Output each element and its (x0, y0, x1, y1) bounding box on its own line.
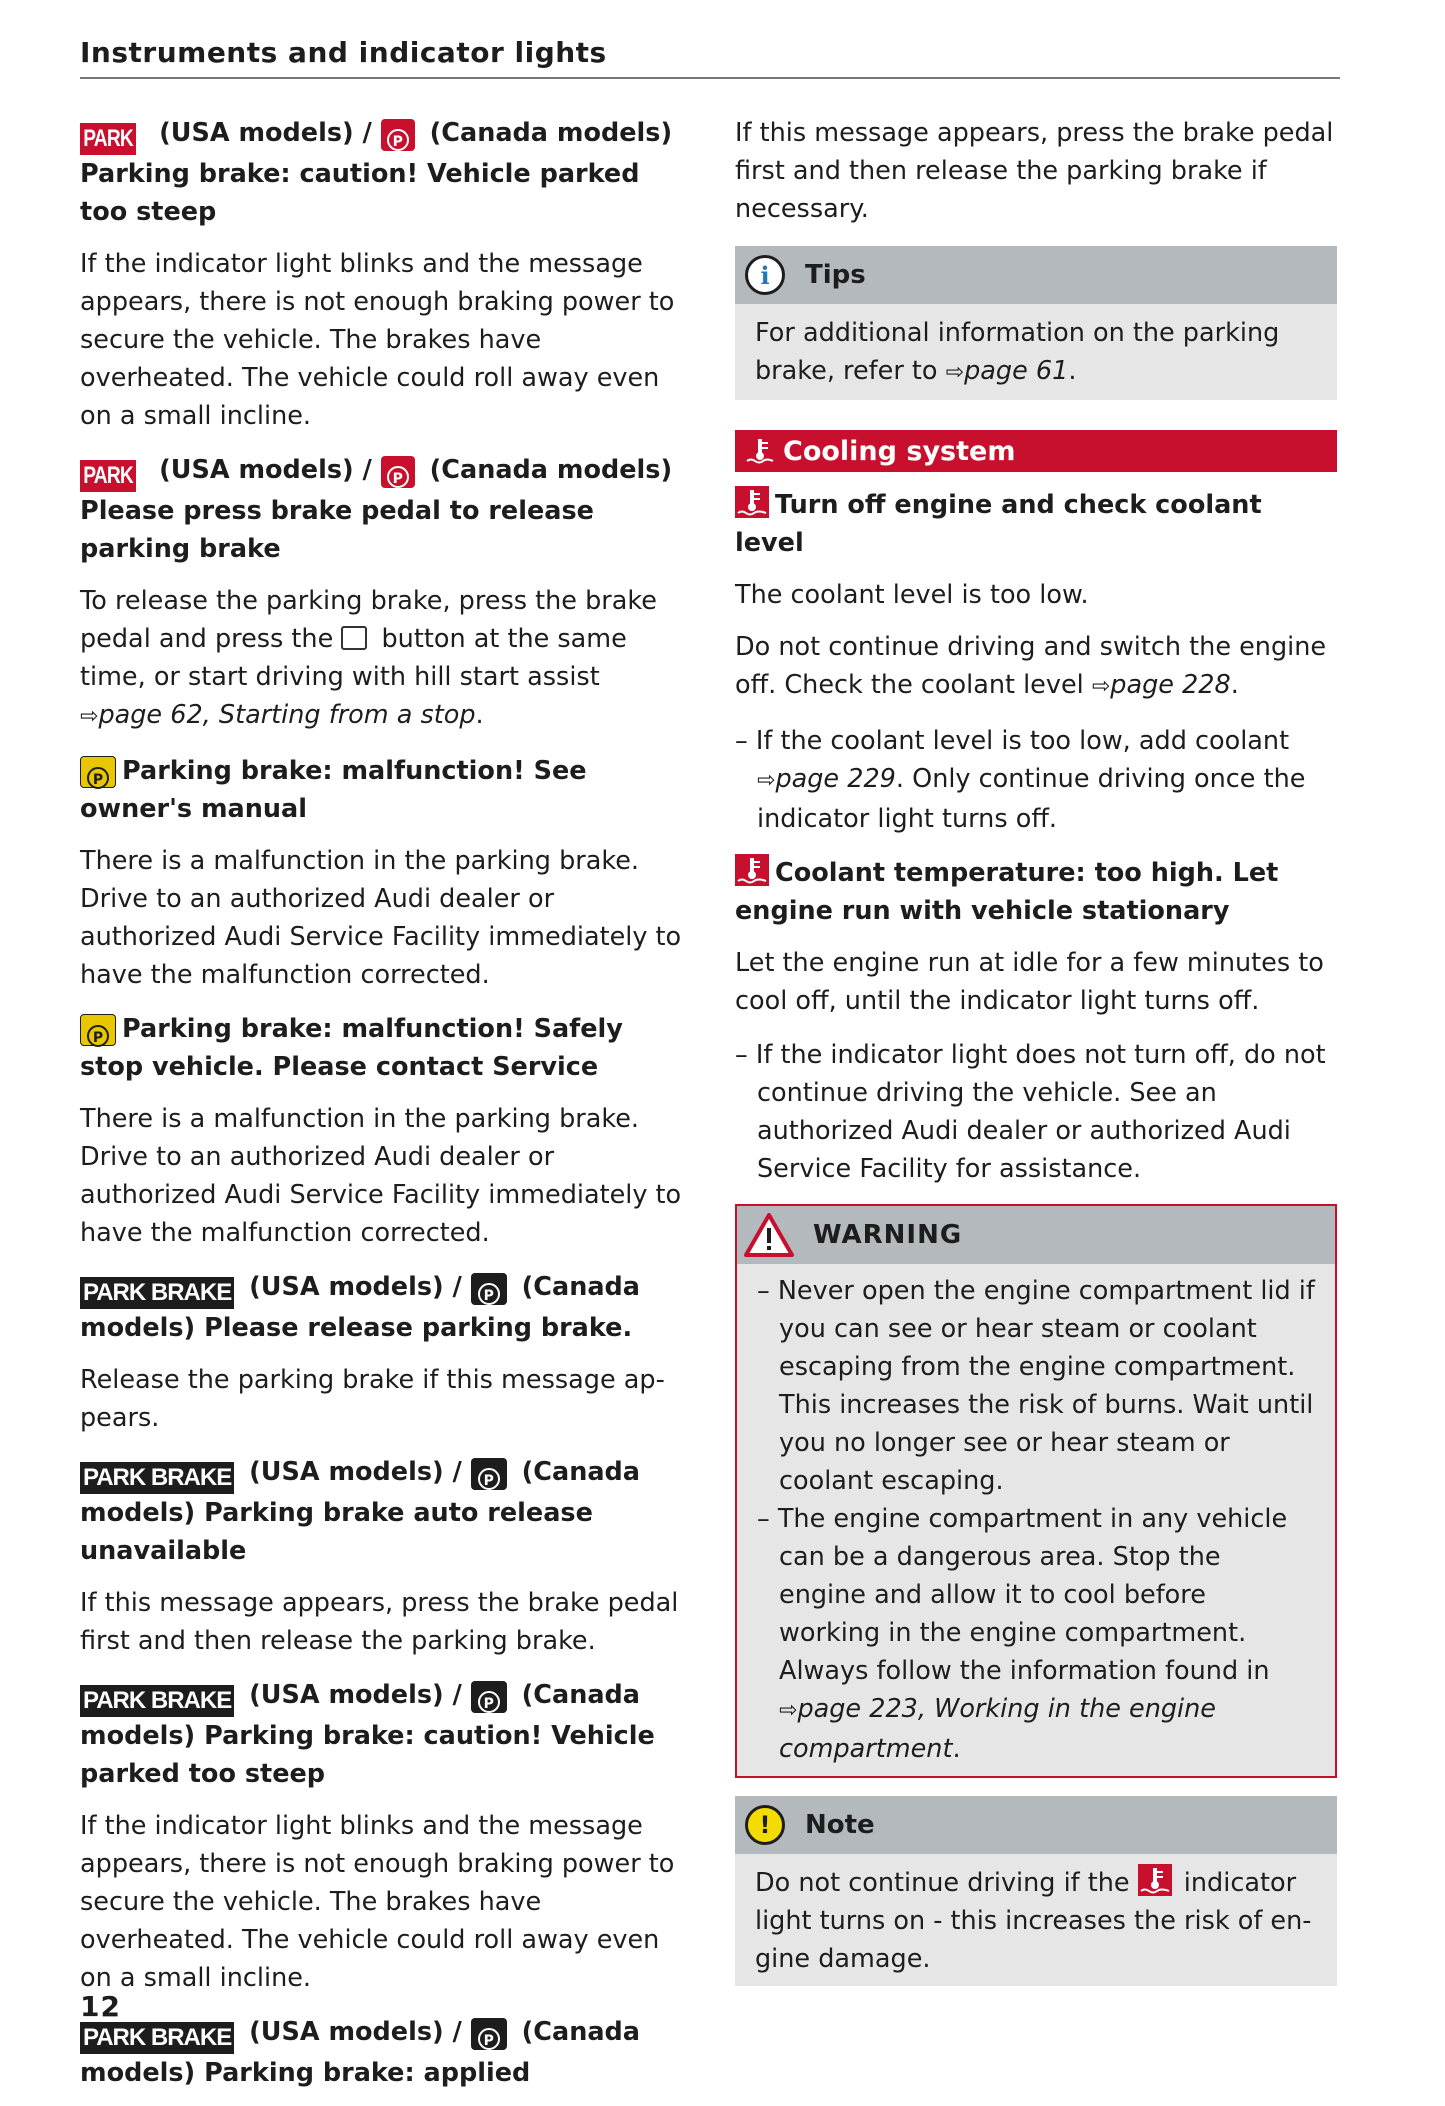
warning-header (737, 1206, 1335, 1264)
park-brake-indicator-icon: PARK BRAKE (80, 1277, 234, 1309)
list-item: – Never open the engine compartment lid if you can see or hear steam or coolant escaping from the engine compartment. This increases the risk of burns. Wait until you no longer see or hear steam or coolant escaping. (757, 1276, 1315, 1496)
tips-box (735, 246, 1337, 400)
page-ref-arrow-icon: ⇨ (779, 1698, 798, 1723)
parking-brake-malfunction-icon: P (80, 756, 116, 788)
coolant-temperature-icon (745, 437, 775, 465)
exclamation-icon: ! (745, 1805, 785, 1845)
section-heading: P Parking brake: malfunction! Safely stop vehicle. Please contact Service (80, 1014, 623, 1082)
warning-title: WARNING (813, 1220, 963, 1250)
body-text: Let the engine run at idle for a few minutes to cool off, until the indicator light turns off. (735, 948, 1324, 1016)
section-heading: P Parking brake: malfunction! See owner's manual (80, 756, 587, 824)
body-text: The coolant level is too low. (735, 580, 1089, 610)
section-heading: PARK BRAKE (USA models) / P (Canada models) Parking brake auto release unavailable (80, 1457, 641, 1566)
body-text: There is a malfunction in the parking brake. Drive to an authorized Audi dealer or authorized Audi Service Facility immediately to have the malfunction corrected. (80, 1104, 682, 1248)
body-text: If the indicator light blinks and the message appears, there is not enough braking power to secure the vehicle. The brakes have overheated. The vehicle could roll away even on a small incline. (80, 1811, 675, 1993)
note-box (735, 1796, 1337, 1986)
page-reference-link[interactable]: page 62, Starting from a stop (98, 700, 476, 730)
section-title-bar (735, 430, 1337, 472)
info-icon: i (745, 255, 785, 295)
right-column (735, 114, 1337, 1986)
body-text: Do not continue driving and switch the engine off. Check the coolant level ⇨page 228. (735, 632, 1327, 700)
parking-brake-icon: P (381, 119, 415, 151)
park-indicator-icon: PARK (80, 460, 136, 492)
section-heading: PARK BRAKE (USA models) / P (Canada models) Parking brake: applied (80, 2017, 641, 2088)
page-ref-arrow-icon: ⇨ (80, 704, 99, 729)
parking-brake-malfunction-icon: P (80, 1014, 116, 1046)
park-brake-indicator-icon: PARK BRAKE (80, 1685, 234, 1717)
page-reference-link[interactable]: page 229 (775, 764, 896, 794)
parking-brake-button-icon (341, 626, 367, 650)
warning-body (737, 1264, 1335, 1776)
section-heading: PARK (USA models) / P (Canada models) Please press brake pedal to release parking brake (80, 455, 673, 564)
warning-box (735, 1204, 1337, 1778)
coolant-warning-icon (1138, 1864, 1172, 1896)
section-heading: Coolant temperature: too high. Let engine run with vehicle stationary (735, 854, 1337, 930)
section-title: Cooling system (783, 435, 1016, 467)
page-number: 12 (80, 1990, 121, 2023)
parking-brake-icon: P (471, 2018, 507, 2050)
tips-header (735, 246, 1337, 304)
parking-brake-icon: P (471, 1458, 507, 1490)
note-header (735, 1796, 1337, 1854)
body-text: Release the parking brake if this message appears. (80, 1365, 665, 1433)
coolant-warning-icon (735, 486, 769, 518)
page-ref-arrow-icon: ⇨ (757, 768, 776, 793)
parking-brake-icon: P (471, 1681, 507, 1713)
park-indicator-icon: PARK (80, 123, 136, 155)
parking-brake-icon: P (381, 456, 415, 488)
note-title: Note (805, 1810, 875, 1840)
tips-title: Tips (805, 260, 866, 290)
left-column (80, 114, 682, 2106)
tips-body: For additional information on the parking brake, refer to ⇨page 61. (755, 318, 1280, 386)
section-heading: Turn off engine and check coolant level (735, 486, 1337, 562)
body-text: If the indicator light blinks and the message appears, there is not enough braking power to secure the vehicle. The brakes have overheated. The vehicle could roll away even on a small incline. (80, 249, 675, 431)
page-reference-link[interactable]: page 223, Working in the engine compartment (779, 1694, 1216, 1764)
page-reference-link[interactable]: page 61 (964, 356, 1069, 386)
body-text: To release the parking brake, press the brake pedal and press the button at the same time, or start driving with hill start assist ⇨page 62, Starting from a stop. (80, 586, 657, 730)
warning-triangle-icon (743, 1212, 795, 1258)
body-text: If this message appears, press the brake pedal first and then release the parking brake if necessary. (735, 118, 1334, 224)
section-heading: PARK BRAKE (USA models) / P (Canada models) Parking brake: caution! Vehicle parked too steep (80, 1680, 655, 1789)
page-ref-arrow-icon: ⇨ (1091, 674, 1111, 699)
list-item: – If the coolant level is too low, add coolant ⇨page 229. Only continue driving once the indicator light turns off. (735, 726, 1306, 834)
list-item: – If the indicator light does not turn off, do not continue driving the vehicle. See an authorized Audi dealer or authorized Audi Service Facility for assistance. (735, 1040, 1326, 1184)
body-text: If this message appears, press the brake pedal first and then release the parking brake. (80, 1588, 679, 1656)
page-header: Instruments and indicator lights (80, 36, 1340, 79)
page-ref-arrow-icon: ⇨ (945, 360, 965, 385)
note-body: Do not continue driving if the indicator light turns on - this increases the risk of engine damage. (735, 1854, 1337, 1986)
list-item: – The engine compartment in any vehicle can be a dangerous area. Stop the engine and allow it to cool before working in the engine compartment. Always follow the information found in ⇨page 223, Working in the engine compartment. (757, 1504, 1288, 1764)
section-heading: PARK BRAKE (USA models) / P (Canada models) Please release parking brake. (80, 1272, 641, 1343)
body-text: There is a malfunction in the parking brake. Drive to an authorized Audi dealer or authorized Audi Service Facility immediately to have the malfunction corrected. (80, 846, 682, 990)
page-reference-link[interactable]: page 228 (1110, 670, 1231, 700)
park-brake-indicator-icon: PARK BRAKE (80, 2022, 234, 2054)
parking-brake-icon: P (471, 1273, 507, 1305)
coolant-warning-icon (735, 854, 769, 886)
park-brake-indicator-icon: PARK BRAKE (80, 1462, 234, 1494)
section-heading: PARK (USA models) / P (Canada models) Parking brake: caution! Vehicle parked too steep (80, 118, 673, 227)
